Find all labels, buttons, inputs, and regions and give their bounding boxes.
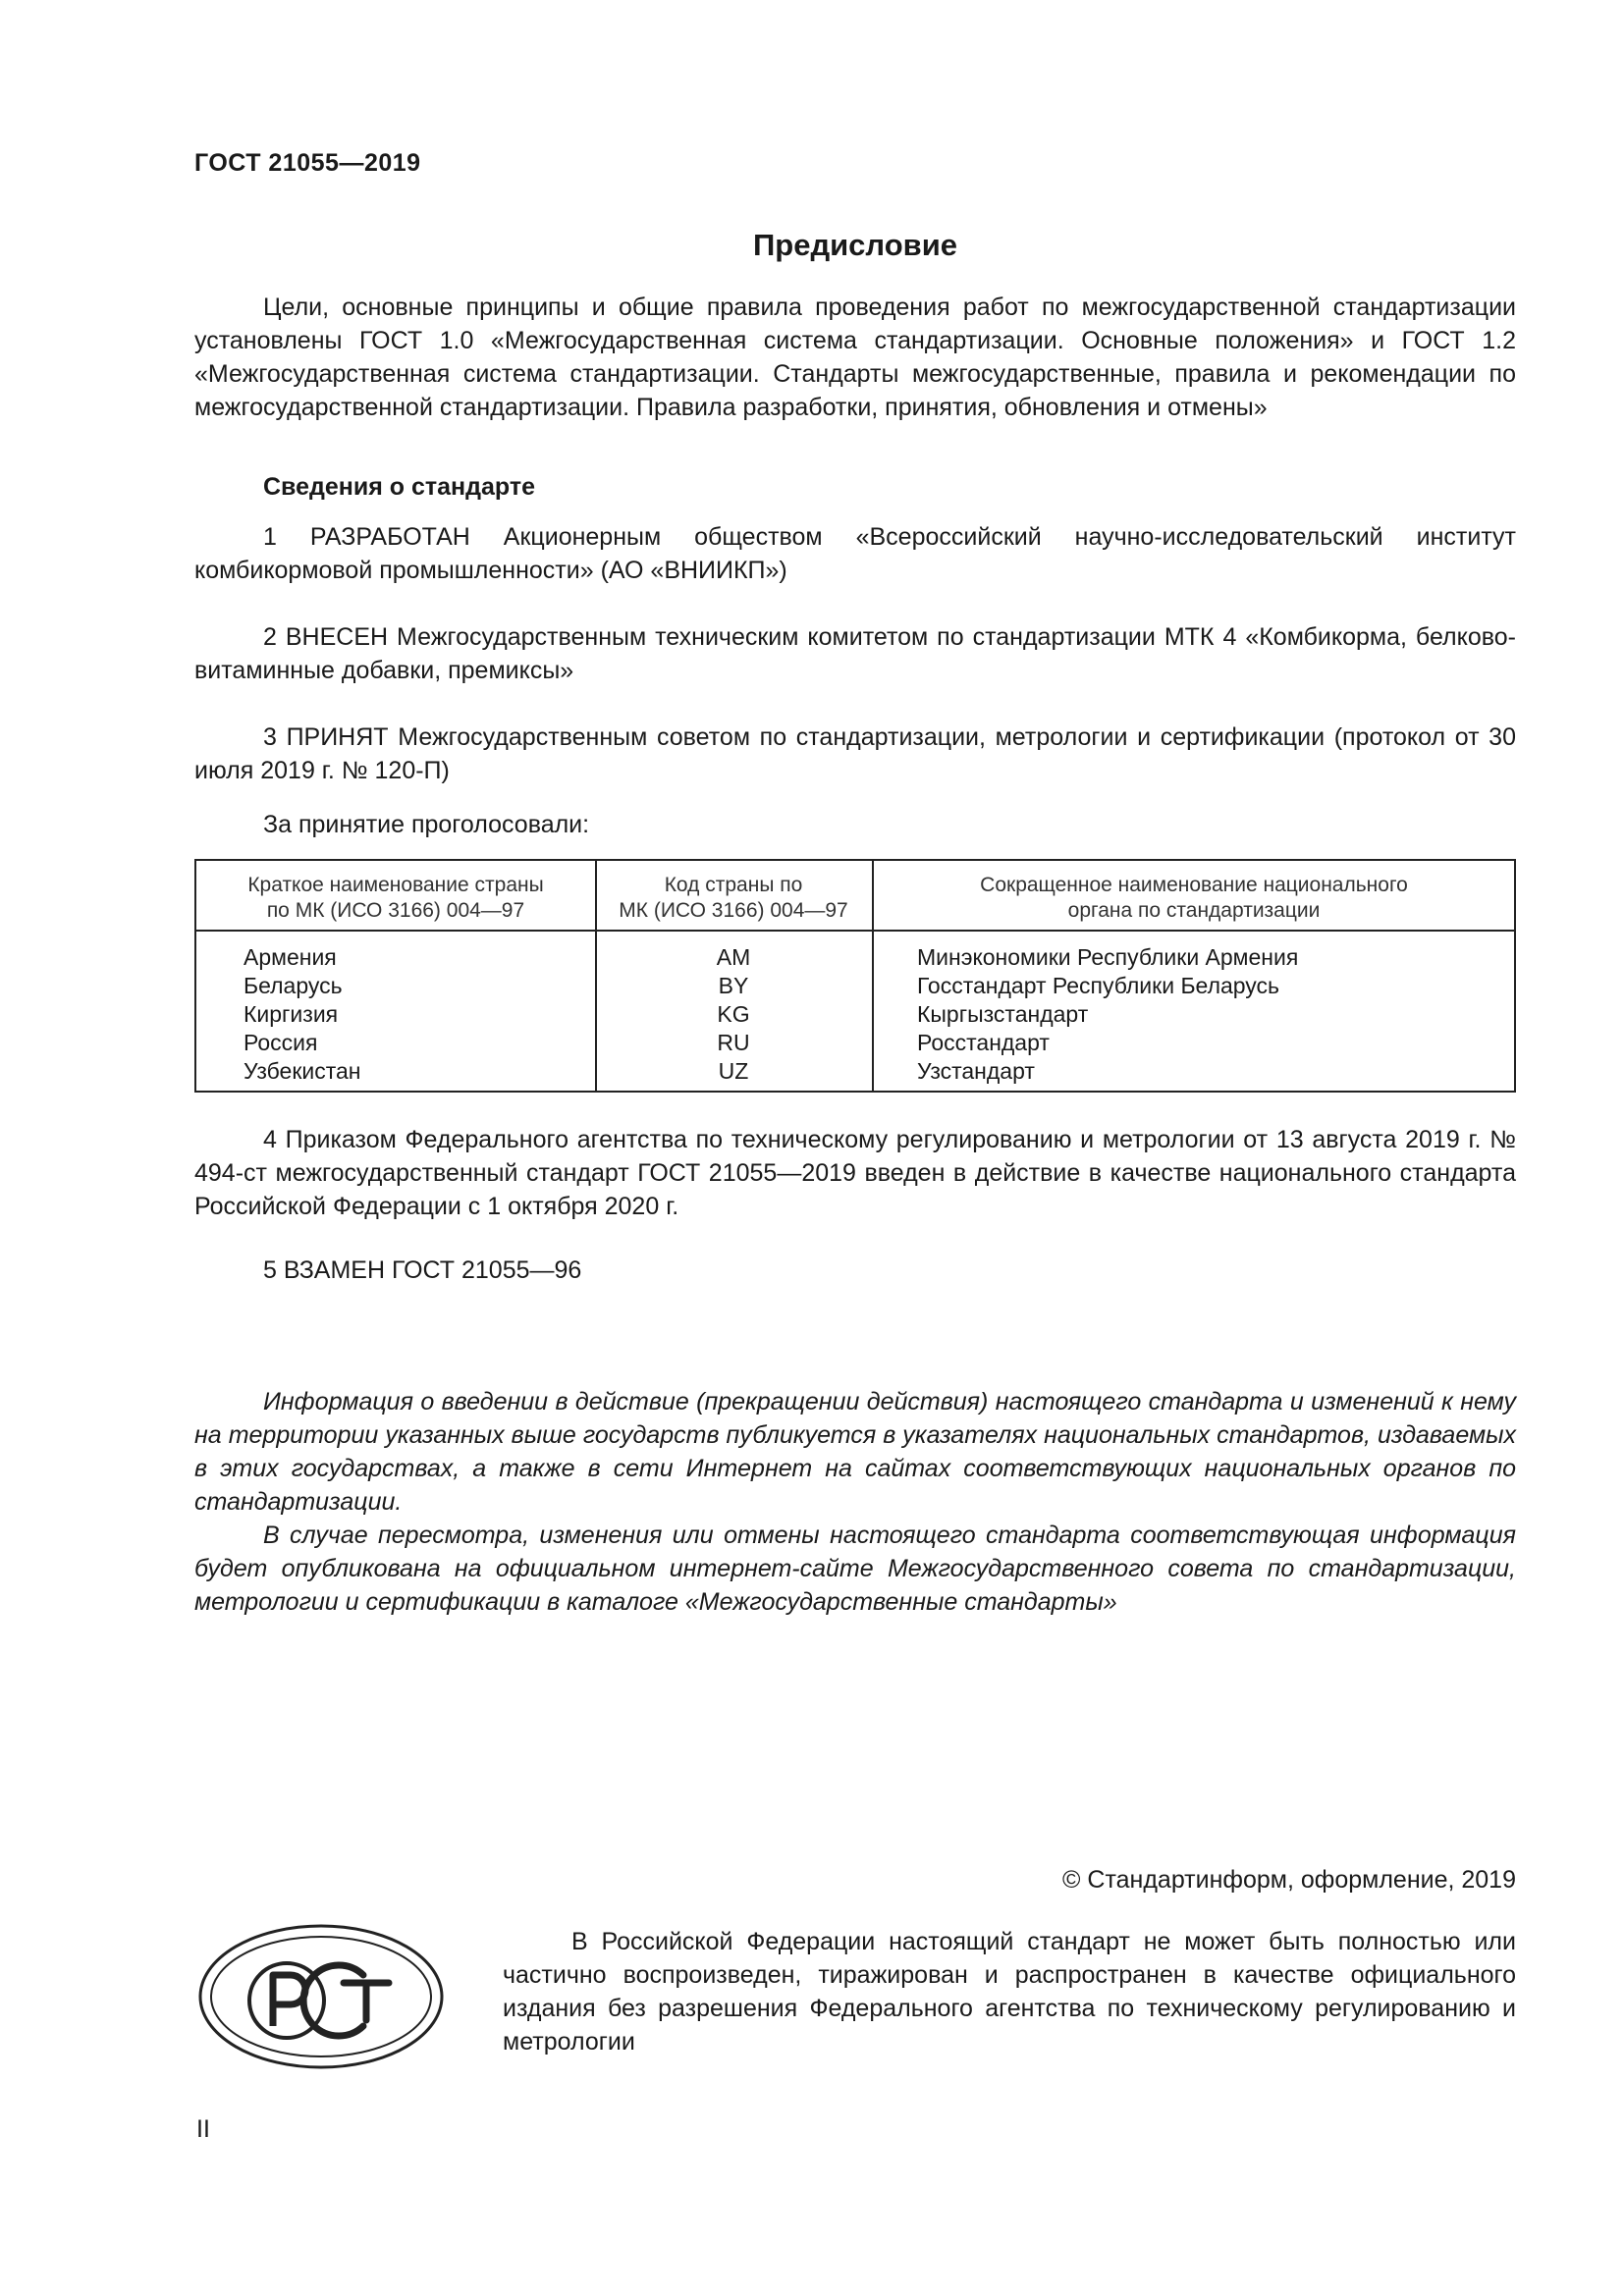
header-line: МК (ИСО 3166) 004—97 (619, 899, 848, 922)
table-cell-agency: Госстандарт Республики Беларусь (917, 973, 1280, 998)
table-header-agency (872, 873, 1516, 924)
intro-paragraph: Цели, основные принципы и общие правила проведения работ по межгосударственной стандартизации установлены ГОСТ 1.0 «Межгосударственная система стандартизации. Основные положения» и ГОСТ 1.2 «Межгосударственная система стандартизации. Стандарты межгосударственные, правила и рекомендации по межгосударственной стандартизации. Правила разработки, принятия, обновления и отмены» (194, 294, 1516, 421)
voting-table (194, 859, 1516, 1093)
table-cell-agency: Узстандарт (917, 1058, 1035, 1084)
notice-paragraph-1: Информация о введении в действие (прекращении действия) настоящего стандарта и изменений к нему на территории указанных выше государств публикуется в указателях национальных стандартов, издаваемых в этих государствах, а также в сети Интернет на сайтах соответствующих национальных органов по стандартизации. (194, 1388, 1516, 1516)
notice-paragraph-2: В случае пересмотра, изменения или отмены настоящего стандарта соответствующая информация будет опубликована на официальном интернет-сайте Межгосударственного совета по стандартизации, метрологии и сертификации в каталоге «Межгосударственные стандарты» (194, 1522, 1516, 1616)
table-cell-code: BY (718, 973, 749, 998)
table-cell-country: Узбекистан (244, 1058, 361, 1084)
table-cell-code: KG (717, 1001, 750, 1027)
item-order: 4 Приказом Федерального агентства по техническому регулированию и метрологии от 13 августа 2019 г. № 494-ст межгосударственный стандарт ГОСТ 21055—2019 введен в действие в качестве национального стандарта Российской Федерации с 1 октября 2020 г. (194, 1126, 1516, 1220)
page-title: Предисловие (752, 228, 957, 262)
copyright-line: © Стандартинформ, оформление, 2019 (1062, 1866, 1516, 1894)
table-header-country (196, 873, 595, 924)
item-adopted: 3 ПРИНЯТ Межгосударственным советом по стандартизации, метрологии и сертификации (протокол от 30 июля 2019 г. № 120-П) (194, 723, 1516, 784)
header-line: Сокращенное наименование национального (980, 874, 1408, 896)
table-cell-agency: Минэкономики Республики Армения (917, 944, 1299, 970)
header-line: Код страны по (664, 874, 803, 896)
item-submitted: 2 ВНЕСЕН Межгосударственным техническим комитетом по стандартизации МТК 4 «Комбикорма, белково-витаминные добавки, премиксы» (194, 623, 1516, 684)
table-cell-code: RU (717, 1030, 750, 1055)
table-cell-code: UZ (718, 1058, 749, 1084)
table-cell-country: Киргизия (244, 1001, 339, 1027)
table-cell-country: Беларусь (244, 973, 343, 998)
document-id: ГОСТ 21055—2019 (194, 149, 421, 177)
agency-column (917, 943, 1298, 1086)
table-cell-agency: Кыргызстандарт (917, 1001, 1089, 1027)
table-cell-agency: Росстандарт (917, 1030, 1050, 1055)
header-line: органа по стандартизации (1067, 899, 1321, 922)
item-replaces: 5 ВЗАМЕН ГОСТ 21055—96 (263, 1256, 582, 1284)
table-header-divider (196, 930, 1514, 932)
code-column (595, 943, 872, 1086)
table-cell-country: Россия (244, 1030, 318, 1055)
table-cell-country: Армения (244, 944, 337, 970)
table-header-code (595, 873, 872, 924)
header-line: Краткое наименование страны (247, 874, 544, 896)
page-number: II (196, 2115, 210, 2143)
country-column (244, 943, 361, 1086)
rst-logo (196, 1922, 446, 2071)
votes-label: За принятие проголосовали: (263, 811, 590, 838)
rights-notice: В Российской Федерации настоящий стандарт не может быть полностью или частично воспроизведен, тиражирован и распространен в качестве официального издания без разрешения Федерального агентства по техническому регулированию и метрологии (503, 1928, 1516, 2056)
header-line: по МК (ИСО 3166) 004—97 (266, 899, 525, 922)
info-heading: Сведения о стандарте (263, 473, 536, 501)
table-cell-code: AM (716, 944, 751, 970)
item-developed: 1 РАЗРАБОТАН Акционерным обществом «Всероссийский научно-исследовательский институт комбикормовой промышленности» (АО «ВНИИКП») (194, 523, 1516, 584)
